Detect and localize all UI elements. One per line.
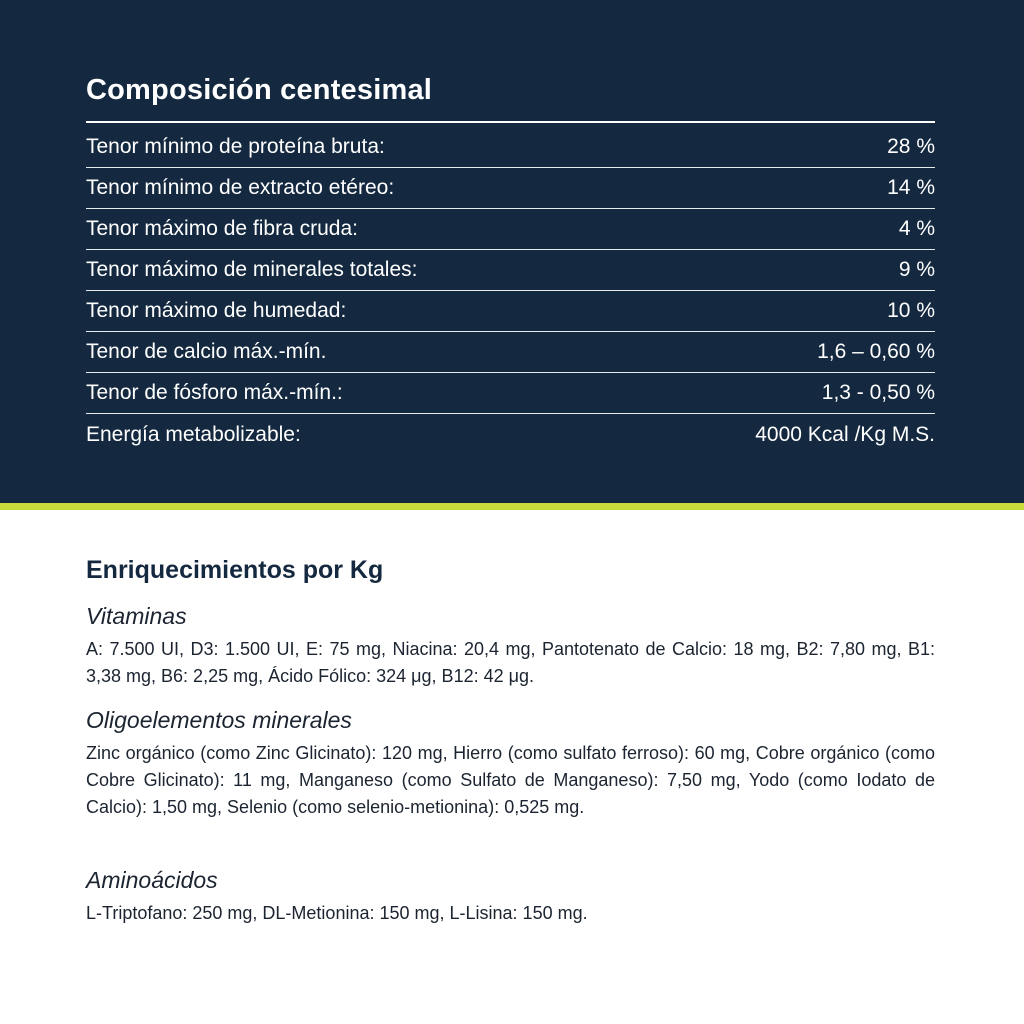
trace-minerals-text: Zinc orgánico (como Zinc Glicinato): 120 mg, Hierro (como sulfato ferroso): 60 mg, Cobre orgánico (como Cobre Glicinato): 11 mg, Manganeso (como Sulfato de Manganeso): 7,50 mg, Yodo (como Iodato de Calcio): 1,50 mg, Selenio (como selenio-metionina): 0,525 mg. [86, 743, 935, 817]
table-row [86, 414, 935, 455]
composition-title: Composición centesimal [86, 74, 433, 106]
amino-acids-section [86, 867, 935, 927]
vitamins-section [86, 603, 935, 690]
table-row [86, 332, 935, 373]
vitamins-text: A: 7.500 UI, D3: 1.500 UI, E: 75 mg, Niacina: 20,4 mg, Pantotenato de Calcio: 18 mg, B2: 7,80 mg, B1: 3,38 mg, B6: 2,25 mg, Ácido Fólico: 324 μg, B12: 42 μg. [86, 639, 935, 686]
row-label: Tenor máximo de fibra cruda: [86, 217, 358, 240]
row-label: Tenor de fósforo máx.-mín.: [86, 381, 343, 404]
title-divider [86, 121, 935, 123]
row-label: Tenor mínimo de proteína bruta: [86, 135, 385, 158]
row-label: Tenor máximo de minerales totales: [86, 258, 418, 281]
row-value: 9 % [898, 258, 935, 281]
table-row [86, 291, 935, 332]
row-value: 28 % [887, 135, 935, 158]
amino-acids-text: L-Triptofano: 250 mg, DL-Metionina: 150 mg, L-Lisina: 150 mg. [86, 903, 588, 923]
row-value: 1,3 - 0,50 % [821, 381, 935, 404]
table-row [86, 373, 935, 414]
amino-acids-heading: Aminoácidos [86, 867, 218, 893]
row-label: Tenor máximo de humedad: [86, 299, 347, 322]
trace-minerals-section [86, 707, 935, 821]
row-value: 10 % [887, 299, 935, 322]
row-label: Tenor mínimo de extracto etéreo: [86, 176, 395, 199]
row-value: 1,6 – 0,60 % [817, 340, 935, 363]
table-row [86, 209, 935, 250]
trace-minerals-heading: Oligoelementos minerales [86, 707, 352, 733]
row-label: Tenor de calcio máx.-mín. [86, 340, 327, 363]
row-value: 14 % [887, 176, 935, 199]
table-row [86, 127, 935, 168]
composition-table [86, 127, 935, 455]
table-row [86, 250, 935, 291]
enrichment-title: Enriquecimientos por Kg [86, 556, 384, 584]
table-row [86, 168, 935, 209]
row-label: Energía metabolizable: [86, 422, 301, 446]
vitamins-heading: Vitaminas [86, 603, 187, 629]
accent-stripe [0, 503, 1024, 510]
row-value: 4 % [898, 217, 935, 240]
row-value: 4000 Kcal /Kg M.S. [755, 422, 935, 446]
